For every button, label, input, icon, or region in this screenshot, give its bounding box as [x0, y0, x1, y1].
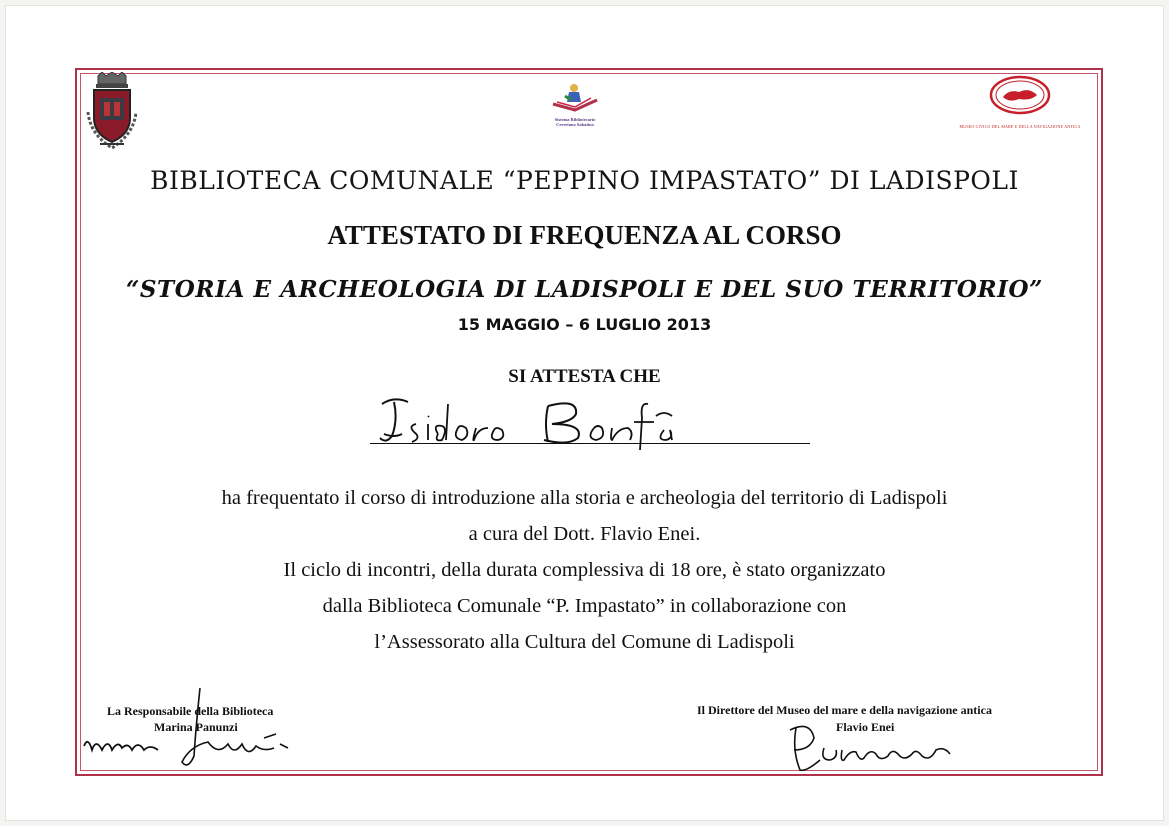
museum-logo	[955, 75, 1085, 135]
left-signature	[78, 686, 308, 776]
right-signature	[780, 720, 970, 775]
library-system-name-line1: Sistema Bibliotecario	[554, 117, 596, 122]
museum-caption: MUSEO CIVICO DEL MARE E DELLA NAVIGAZIONE ANTICA	[959, 124, 1081, 129]
recipient-name-line	[370, 443, 810, 444]
body-line: l’Assessorato alla Cultura del Comune di Ladispoli	[374, 631, 795, 653]
coat-of-arms-icon	[84, 72, 140, 152]
body-line: dalla Biblioteca Comunale “P. Impastato” in collaborazione con	[322, 595, 847, 617]
left-signatory-name: Marina Panunzi	[154, 720, 238, 734]
body-line: Il ciclo di incontri, della durata complessiva di 18 ore, è stato organizzato	[283, 559, 886, 581]
recipient-name-handwriting	[372, 394, 812, 450]
course-title: “STORIA E ARCHEOLOGIA DI LADISPOLI E DEL SUO TERRITORIO”	[125, 276, 1043, 303]
certificate-title: ATTESTATO DI FREQUENZA AL CORSO	[327, 220, 842, 250]
library-system-logo	[540, 82, 610, 132]
right-signatory-role: Il Direttore del Museo del mare e della navigazione antica	[697, 703, 992, 717]
certificate-body	[0, 480, 1169, 660]
attestation-intro: SI ATTESTA CHE	[508, 366, 661, 387]
course-dates: 15 MAGGIO – 6 LUGLIO 2013	[457, 315, 712, 334]
library-system-name-line2: Cerretano Sabatino	[556, 122, 594, 127]
library-title: BIBLIOTECA COMUNALE “PEPPINO IMPASTATO” DI LADISPOLI	[150, 166, 1019, 195]
right-signatory-name: Flavio Enei	[836, 720, 895, 734]
reader-book-icon	[547, 82, 603, 112]
body-line: a cura del Dott. Flavio Enei.	[468, 523, 701, 545]
left-signatory-role: La Responsabile della Biblioteca	[107, 704, 274, 718]
body-line: ha frequentato il corso di introduzione alla storia e archeologia del territorio di Ladispoli	[221, 487, 948, 509]
museum-seal-icon	[989, 75, 1051, 115]
